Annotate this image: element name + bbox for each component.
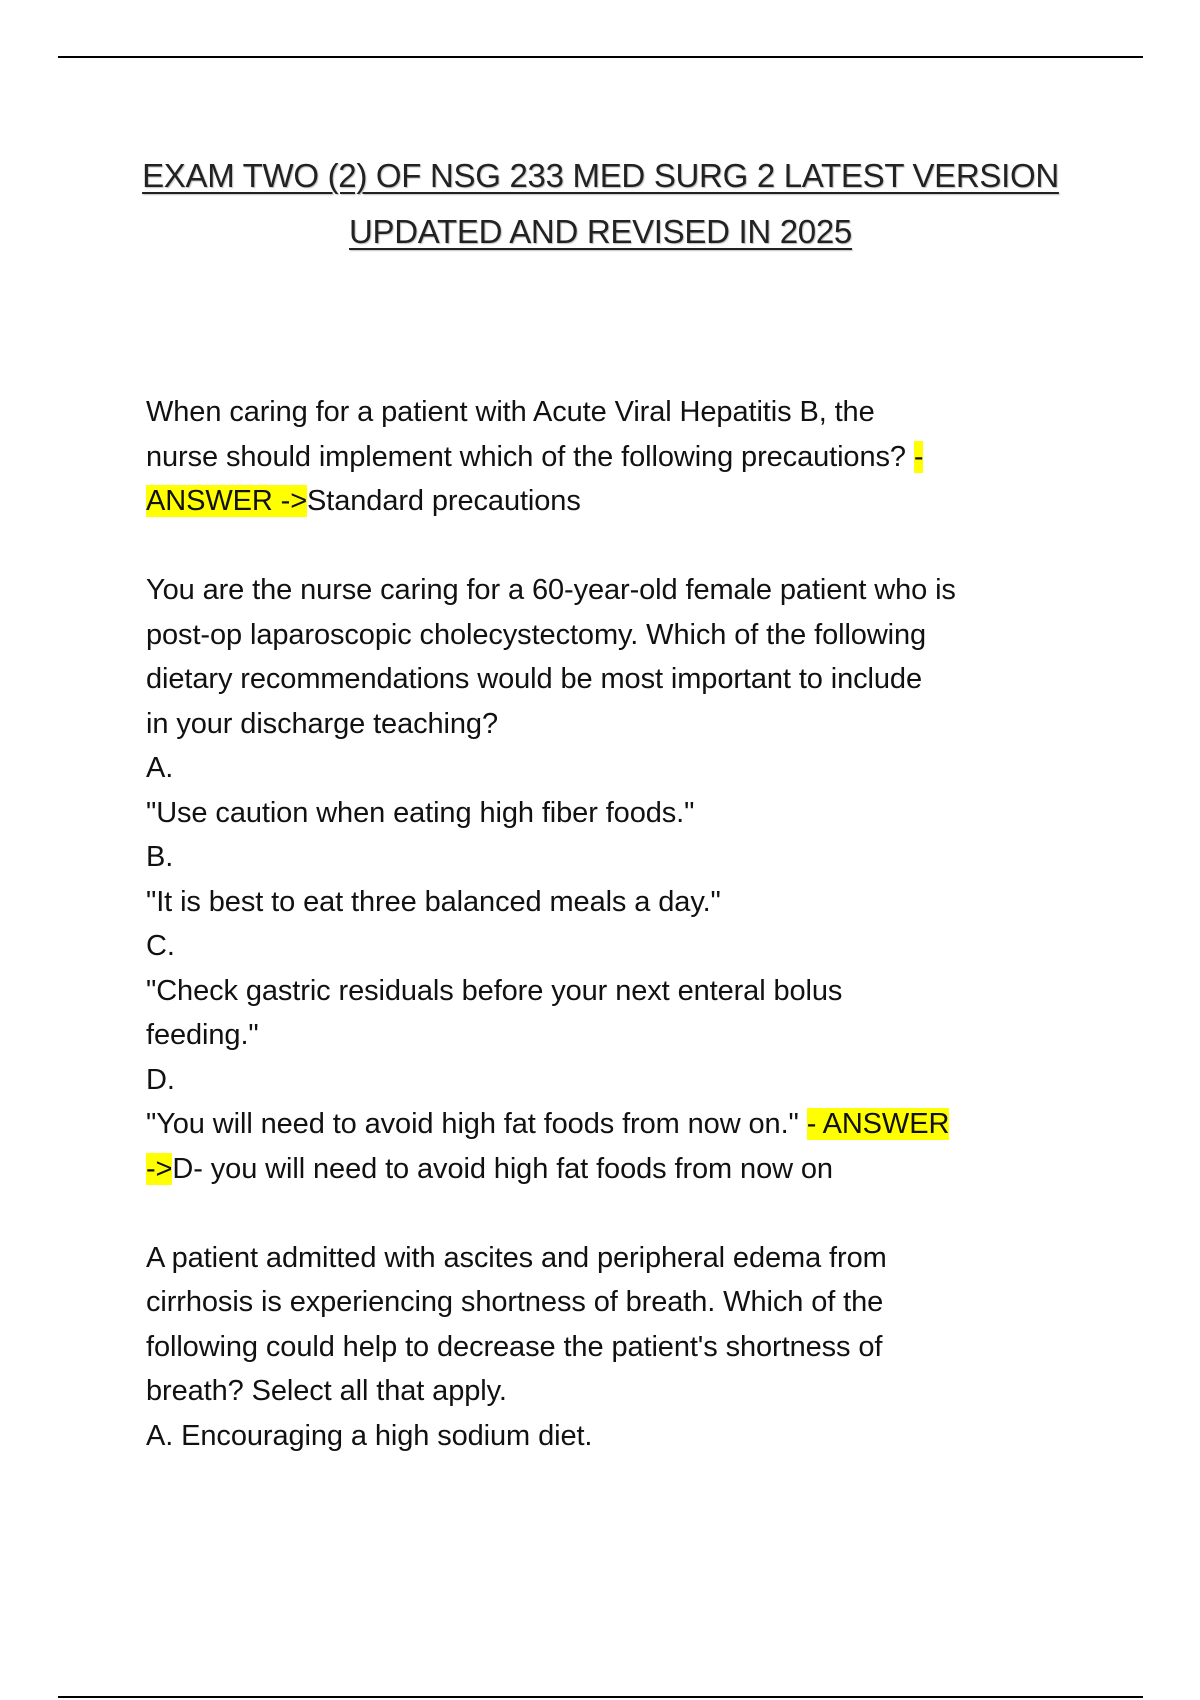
question-2-line-3: dietary recommendations would be most important to include [146, 663, 922, 695]
bottom-rule [58, 1696, 1143, 1698]
document-body [146, 390, 1106, 1458]
answer-marker-highlight: - [913, 440, 924, 473]
option-d-text: "You will need to avoid high fat foods from now on." [146, 1108, 807, 1140]
question-1 [146, 390, 1106, 524]
option-b-label: B. [146, 841, 174, 873]
option-d-label: D. [146, 1063, 175, 1096]
question-1-text: nurse should implement which of the following precautions? [146, 440, 914, 473]
answer-label-highlight: ANSWER -> [146, 485, 308, 517]
option-a-label: A. [146, 752, 174, 784]
option-b-text: "It is best to eat three balanced meals a day." [146, 885, 721, 918]
question-1-line-2 [146, 435, 1106, 480]
option-d-line [146, 1102, 1106, 1147]
option-a-text: "Use caution when eating high fiber foods." [146, 796, 695, 829]
answer-arrow-highlight: -> [146, 1152, 173, 1185]
question-3-line-4: breath? Select all that apply. [146, 1375, 507, 1407]
question-2-line-2: post-op laparoscopic cholecystectomy. Which of the following [146, 618, 927, 651]
question-2-answer-line [146, 1147, 1106, 1192]
question-2-line-1: You are the nurse caring for a 60-year-old female patient who is [146, 574, 956, 606]
document-title [58, 148, 1143, 260]
question-3-line-1: A patient admitted with ascites and peripheral edema from [146, 1241, 887, 1274]
answer-marker-highlight: - ANSWER [806, 1108, 950, 1140]
option-c-label: C. [146, 930, 175, 962]
option-c-text-line-1: "Check gastric residuals before your next enteral bolus [146, 974, 843, 1007]
option-c-text-line-2: feeding." [146, 1019, 259, 1051]
question-3 [146, 1236, 1106, 1459]
top-rule [58, 56, 1143, 58]
question-1-answer-line [146, 479, 1106, 524]
question-1-line-1: When caring for a patient with Acute Viral Hepatitis B, the [146, 396, 875, 428]
question-1-answer: Standard precautions [307, 485, 581, 517]
question-3-option-a: A. Encouraging a high sodium diet. [146, 1419, 593, 1452]
question-2 [146, 568, 1106, 1191]
question-2-line-4: in your discharge teaching? [146, 707, 498, 740]
question-3-line-2: cirrhosis is experiencing shortness of breath. Which of the [146, 1286, 884, 1318]
question-3-line-3: following could help to decrease the patient's shortness of [146, 1330, 883, 1363]
title-line-1: EXAM TWO (2) OF NSG 233 MED SURG 2 LATEST VERSION [142, 157, 1059, 194]
title-line-2: UPDATED AND REVISED IN 2025 [349, 213, 852, 250]
question-2-answer: D- you will need to avoid high fat foods from now on [172, 1152, 833, 1185]
